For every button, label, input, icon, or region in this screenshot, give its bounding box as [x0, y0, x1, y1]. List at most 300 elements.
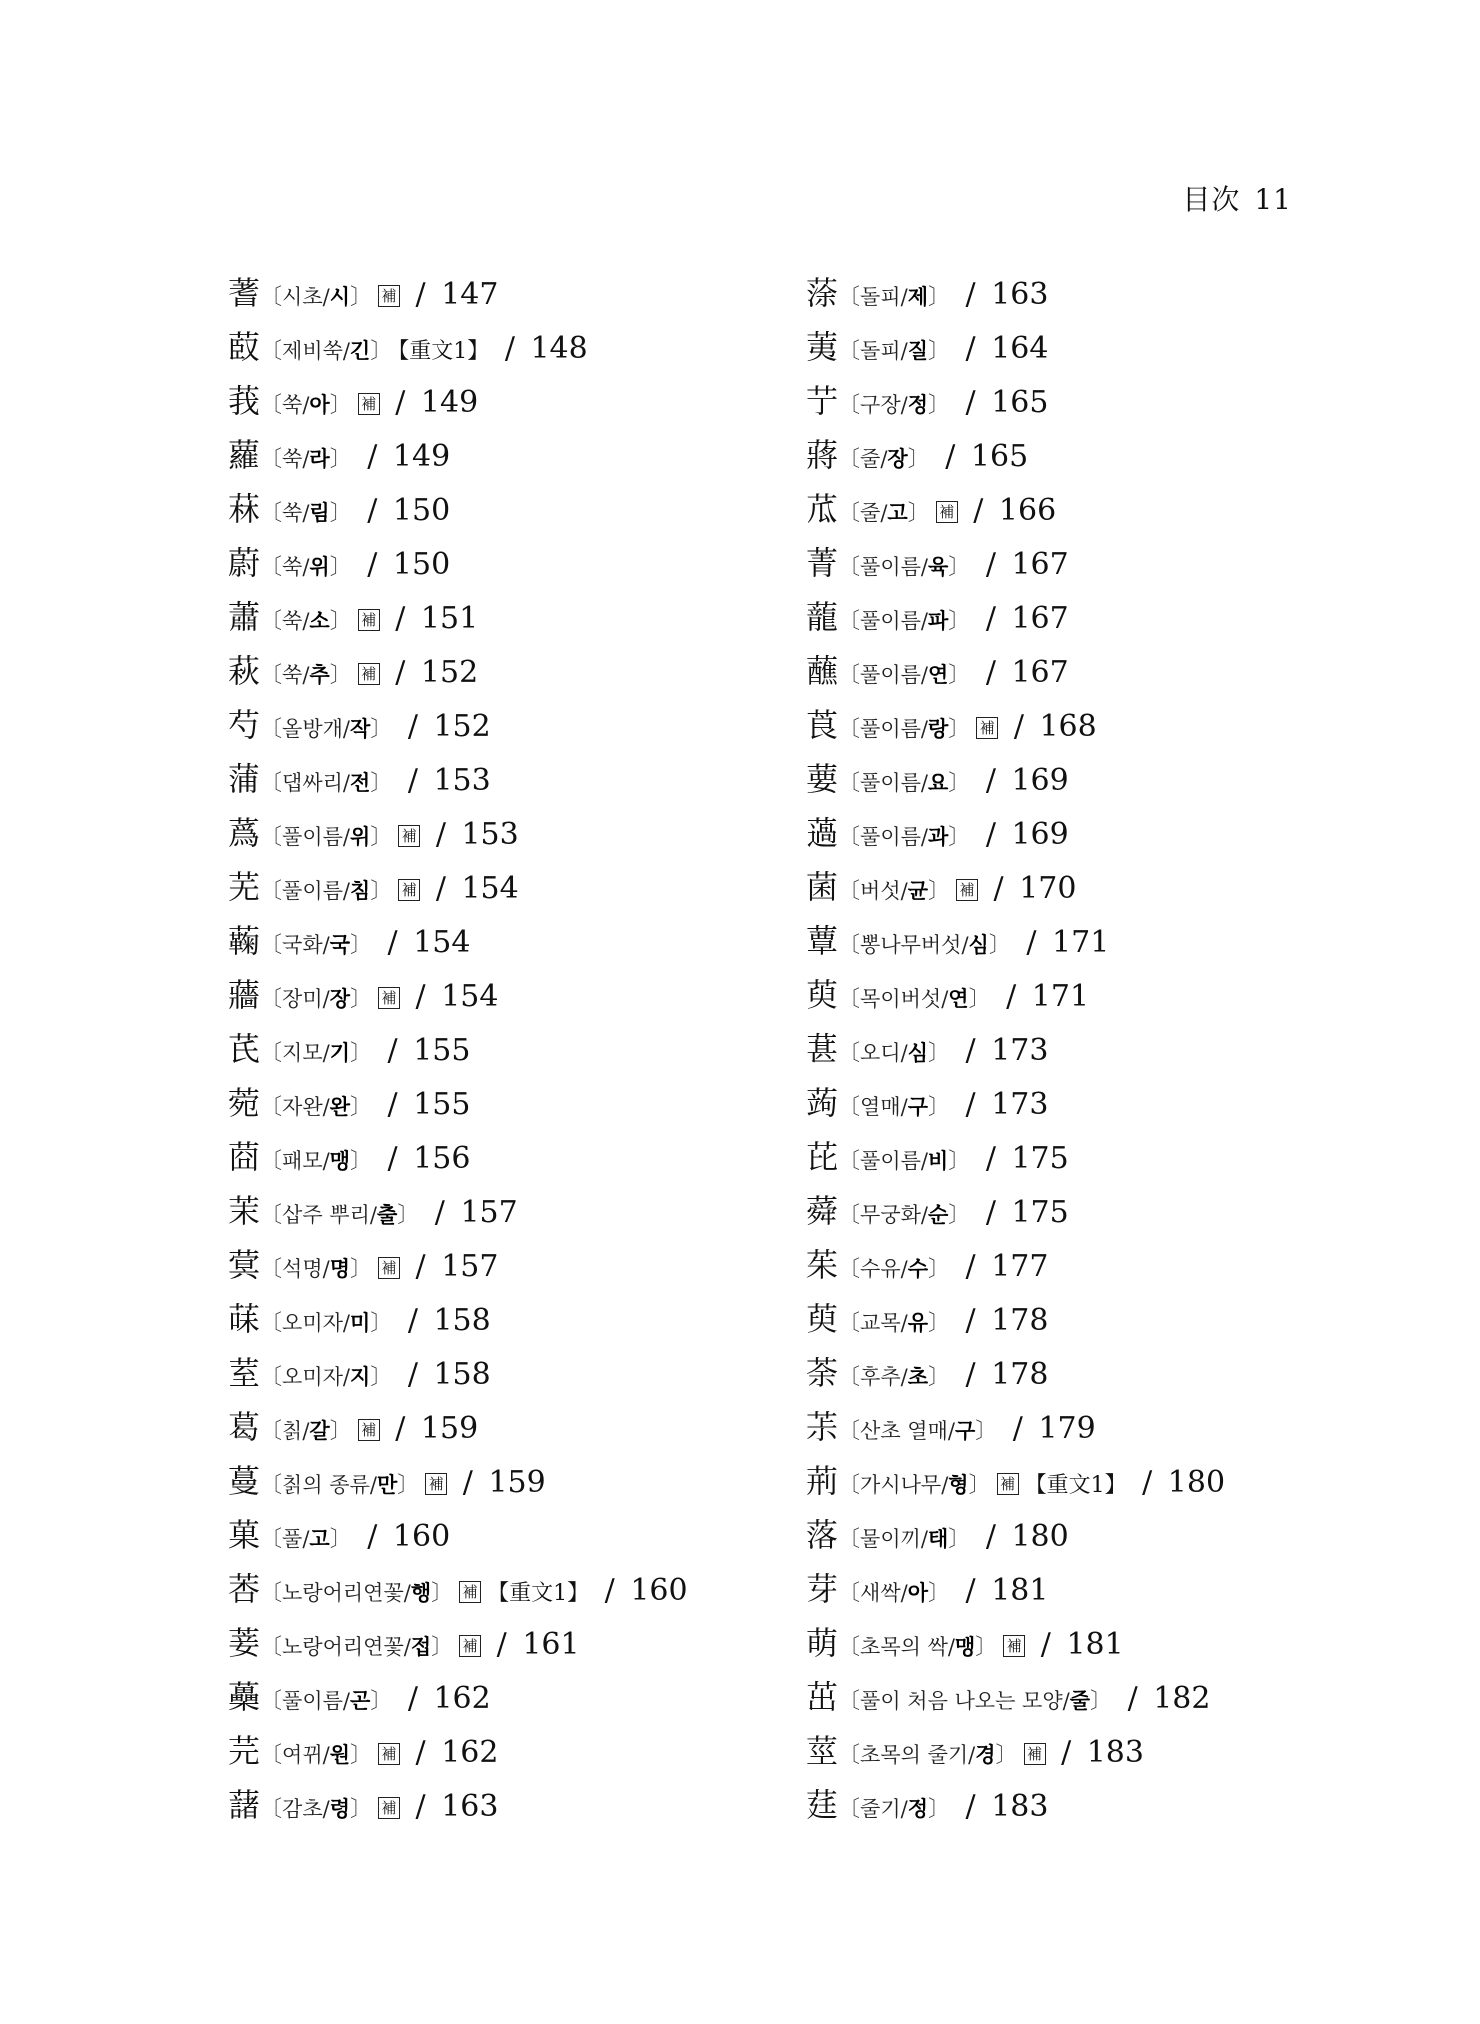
supplement-mark: 補 [1024, 1743, 1046, 1765]
index-entry: 蘿〔쑥/라〕 / 149 [228, 436, 451, 474]
entry-gloss: 〔물이끼/태〕 [838, 1526, 971, 1552]
index-entry: 藷〔감초/령〕 補 / 163 [228, 1786, 499, 1824]
entry-sound: 전 [349, 770, 371, 795]
entry-page-number: 147 [441, 277, 499, 312]
entry-meaning: 줄 [860, 501, 881, 525]
entry-sound: 연 [948, 986, 969, 1011]
entry-meaning: 감초 [282, 1797, 323, 1821]
entry-gloss: 〔올방개/작〕 [260, 716, 393, 742]
variant-note: 【重文1】 [1024, 1473, 1127, 1498]
entry-gloss: 〔삽주 뿌리/출〕 [260, 1202, 420, 1228]
entry-page-number: 183 [991, 1789, 1049, 1824]
entry-meaning: 오디 [860, 1041, 901, 1065]
entry-page-number: 150 [392, 547, 451, 582]
entry-page-number: 162 [441, 1735, 499, 1770]
entry-gloss: 〔쑥/아〕 [260, 392, 352, 418]
entry-sound: 침 [349, 878, 371, 903]
index-entry: 莖〔초목의 줄기/경〕 補 / 183 [806, 1732, 1144, 1770]
index-entry: 莕〔노랑어리연꽃/행〕 補 【重文1】 / 160 [228, 1570, 688, 1608]
supplement-mark: 補 [378, 1743, 400, 1765]
entry-gloss: 〔버섯/균〕 [838, 878, 950, 904]
index-entry: 蕣〔무궁화/순〕 / 175 [806, 1192, 1069, 1230]
index-entry: 莨〔풀이름/랑〕 補 / 168 [806, 706, 1097, 744]
entry-meaning: 쑥 [282, 501, 303, 525]
entry-meaning: 국화 [282, 933, 323, 957]
index-entry: 菁〔풀이름/육〕 / 167 [806, 544, 1069, 582]
supplement-mark: 補 [398, 879, 420, 901]
entry-character: 葚 [806, 1030, 839, 1068]
entry-meaning: 쑥 [282, 609, 303, 633]
entry-sound: 수 [907, 1256, 928, 1281]
entry-meaning: 풀이름 [860, 1149, 921, 1173]
entry-meaning: 칡 [282, 1419, 303, 1443]
supplement-mark: 補 [378, 1257, 400, 1279]
entry-character: 菻 [228, 490, 261, 528]
entry-page-number: 163 [991, 277, 1049, 312]
entry-page-number: 148 [530, 331, 588, 366]
entry-gloss: 〔쑥/위〕 [260, 554, 352, 580]
index-entry: 荼〔후추/초〕 / 178 [806, 1354, 1049, 1392]
entry-meaning: 제비쑥 [282, 339, 343, 363]
entry-character: 蕭 [228, 598, 261, 636]
entry-sound: 장 [887, 446, 908, 471]
entry-sound: 장 [329, 986, 350, 1011]
entry-character: 蔣 [806, 436, 839, 474]
entry-character: 菣 [228, 328, 261, 366]
index-entry: 菌〔버섯/균〕 補 / 170 [806, 868, 1077, 906]
entry-character: 蒲 [228, 760, 261, 798]
supplement-mark: 補 [358, 609, 380, 631]
entry-meaning: 자완 [282, 1095, 323, 1119]
entry-gloss: 〔줄/고〕 [838, 500, 930, 526]
entry-sound: 구 [954, 1418, 976, 1443]
entry-gloss: 〔칡의 종류/만〕 [260, 1472, 420, 1498]
entry-gloss: 〔지모/기〕 [260, 1040, 372, 1066]
index-entry: 荎〔오미자/지〕 / 158 [228, 1354, 491, 1392]
entry-character: 蕣 [806, 1192, 839, 1230]
entry-character: 萸 [806, 1300, 839, 1338]
entry-gloss: 〔열매/구〕 [838, 1094, 950, 1120]
entry-gloss: 〔자완/완〕 [260, 1094, 372, 1120]
entry-page-number: 160 [392, 1519, 451, 1554]
entry-meaning: 돌피 [860, 339, 901, 363]
entry-gloss: 〔쑥/라〕 [260, 446, 352, 472]
entry-sound: 형 [948, 1472, 969, 1497]
entry-character: 蘠 [228, 976, 261, 1014]
entry-page-number: 154 [441, 979, 499, 1014]
entry-sound: 미 [349, 1310, 371, 1335]
entry-page-number: 165 [970, 439, 1029, 474]
entry-page-number: 159 [420, 1411, 479, 1446]
entry-gloss: 〔댑싸리/전〕 [260, 770, 393, 796]
entry-character: 艼 [806, 382, 839, 420]
entry-sound: 기 [329, 1040, 350, 1065]
entry-sound: 초 [907, 1364, 928, 1389]
supplement-mark: 補 [378, 987, 400, 1009]
entry-meaning: 풀이름 [860, 717, 921, 741]
index-entry: 蘜〔국화/국〕 / 154 [228, 922, 471, 960]
entry-gloss: 〔감초/령〕 [260, 1796, 372, 1822]
entry-character: 葽 [806, 760, 839, 798]
entry-meaning: 올방개 [282, 717, 343, 741]
entry-gloss: 〔줄/장〕 [838, 446, 930, 472]
entry-sound: 제 [907, 284, 928, 309]
entry-gloss: 〔시초/시〕 [260, 284, 372, 310]
entry-meaning: 뽕나무버섯 [860, 933, 962, 957]
entry-sound: 위 [309, 554, 330, 579]
entry-meaning: 장미 [282, 987, 323, 1011]
entry-meaning: 후추 [860, 1365, 901, 1389]
entry-character: 芽 [806, 1570, 839, 1608]
entry-character: 菀 [228, 1084, 261, 1122]
entry-page-number: 150 [392, 493, 451, 528]
entry-character: 莛 [806, 1786, 839, 1824]
entry-sound: 순 [927, 1202, 949, 1227]
entry-character: 荊 [806, 1462, 839, 1500]
index-entry: 葛〔칡/갈〕 補 / 159 [228, 1408, 479, 1446]
entry-character: 萌 [806, 1624, 839, 1662]
entry-character: 蘜 [228, 922, 261, 960]
supplement-mark: 補 [459, 1635, 481, 1657]
entry-meaning: 댑싸리 [282, 771, 343, 795]
entry-page-number: 183 [1086, 1735, 1144, 1770]
entry-sound: 정 [907, 1796, 928, 1821]
entry-meaning: 풀이름 [860, 609, 921, 633]
entry-meaning: 초목의 싹 [860, 1635, 948, 1659]
entry-gloss: 〔풀이름/곤〕 [260, 1688, 393, 1714]
entry-page-number: 149 [420, 385, 479, 420]
entry-meaning: 풀이름 [860, 825, 921, 849]
entry-page-number: 179 [1038, 1411, 1096, 1446]
entry-meaning: 줄기 [860, 1797, 901, 1821]
entry-sound: 시 [329, 284, 350, 309]
entry-page-number: 162 [433, 1681, 491, 1716]
index-entry: 菨〔노랑어리연꽃/접〕 補 / 161 [228, 1624, 580, 1662]
entry-character: 茱 [806, 1246, 839, 1284]
entry-gloss: 〔가시나무/형〕 [838, 1472, 991, 1498]
entry-character: 落 [806, 1516, 839, 1554]
index-entry: 荊〔가시나무/형〕 補 【重文1】 / 180 [806, 1462, 1226, 1500]
entry-gloss: 〔칡/갈〕 [260, 1418, 352, 1444]
entry-gloss: 〔국화/국〕 [260, 932, 372, 958]
supplement-mark: 補 [378, 1797, 400, 1819]
entry-meaning: 줄 [860, 447, 881, 471]
entry-meaning: 오미자 [282, 1311, 343, 1335]
entry-sound: 아 [309, 392, 330, 417]
entry-page-number: 153 [433, 763, 491, 798]
entry-character: 莔 [228, 1138, 261, 1176]
index-entry: 蕈〔뽕나무버섯/심〕 / 171 [806, 922, 1110, 960]
index-entry: 苽〔줄/고〕 補 / 166 [806, 490, 1057, 528]
entry-meaning: 오미자 [282, 1365, 343, 1389]
index-entry: 蒟〔열매/구〕 / 173 [806, 1084, 1049, 1122]
entry-meaning: 삽주 뿌리 [282, 1203, 370, 1227]
entry-meaning: 무궁화 [860, 1203, 921, 1227]
index-entry: 葽〔풀이름/요〕 / 169 [806, 760, 1069, 798]
entry-sound: 림 [309, 500, 330, 525]
entry-page-number: 153 [461, 817, 519, 852]
entry-meaning: 목이버섯 [860, 987, 942, 1011]
variant-note: 【重文1】 [398, 339, 490, 364]
entry-gloss: 〔돌피/질〕 [838, 338, 950, 364]
entry-sound: 지 [349, 1364, 371, 1389]
entry-gloss: 〔초목의 줄기/경〕 [838, 1742, 1018, 1768]
index-entry: 菋〔오미자/미〕 / 158 [228, 1300, 491, 1338]
entry-page-number: 163 [441, 1789, 499, 1824]
entry-page-number: 166 [998, 493, 1057, 528]
entry-character: 芘 [806, 1138, 839, 1176]
entry-character: 蓂 [228, 1246, 261, 1284]
entry-sound: 유 [907, 1310, 928, 1335]
entry-gloss: 〔장미/장〕 [260, 986, 372, 1012]
entry-page-number: 182 [1153, 1681, 1211, 1716]
entry-character: 荑 [806, 328, 839, 366]
entry-gloss: 〔여뀌/원〕 [260, 1742, 372, 1768]
index-column-left [228, 266, 828, 1832]
entry-page-number: 178 [991, 1303, 1049, 1338]
entry-sound: 만 [376, 1472, 398, 1497]
entry-character: 萩 [228, 652, 261, 690]
index-column-right [806, 266, 1406, 1832]
entry-page-number: 160 [630, 1573, 688, 1608]
entry-character: 蒤 [806, 274, 839, 312]
entry-sound: 작 [349, 716, 371, 741]
entry-page-number: 168 [1039, 709, 1097, 744]
entry-sound: 령 [329, 1796, 350, 1821]
entry-page-number: 169 [1011, 763, 1069, 798]
entry-gloss: 〔풀이름/침〕 [260, 878, 393, 904]
entry-gloss: 〔풀이름/비〕 [838, 1148, 971, 1174]
entry-page-number: 152 [433, 709, 491, 744]
entry-meaning: 풀이름 [282, 1689, 343, 1713]
entry-page-number: 155 [413, 1087, 471, 1122]
entry-meaning: 풀이름 [860, 663, 921, 687]
entry-page-number: 155 [413, 1033, 471, 1068]
entry-page-number: 181 [1066, 1627, 1124, 1662]
entry-page-number: 170 [1019, 871, 1077, 906]
entry-meaning: 풀이름 [282, 825, 343, 849]
entry-meaning: 새싹 [860, 1581, 901, 1605]
entry-sound: 정 [907, 392, 928, 417]
entry-meaning: 지모 [282, 1041, 323, 1065]
entry-character: 藷 [228, 1786, 261, 1824]
index-entry: 艼〔구장/정〕 / 165 [806, 382, 1049, 420]
entry-character: 芪 [228, 1030, 261, 1068]
entry-meaning: 패모 [282, 1149, 323, 1173]
entry-meaning: 풀이름 [860, 771, 921, 795]
entry-sound: 질 [907, 338, 928, 363]
entry-page-number: 178 [991, 1357, 1049, 1392]
entry-meaning: 여뀌 [282, 1743, 323, 1767]
entry-gloss: 〔풀이름/파〕 [838, 608, 971, 634]
entry-meaning: 산초 열매 [860, 1419, 948, 1443]
entry-gloss: 〔목이버섯/연〕 [838, 986, 991, 1012]
entry-sound: 과 [927, 824, 949, 849]
entry-gloss: 〔구장/정〕 [838, 392, 950, 418]
entry-meaning: 풀이름 [860, 555, 921, 579]
entry-sound: 라 [309, 446, 330, 471]
entry-sound: 파 [927, 608, 949, 633]
entry-page-number: 167 [1011, 547, 1069, 582]
entry-page-number: 181 [991, 1573, 1049, 1608]
supplement-mark: 補 [956, 879, 978, 901]
entry-character: 蔓 [228, 1462, 261, 1500]
index-entry: 芜〔풀이름/침〕 補 / 154 [228, 868, 519, 906]
entry-gloss: 〔산초 열매/구〕 [838, 1418, 998, 1444]
entry-character: 菓 [228, 1516, 261, 1554]
entry-meaning: 교목 [860, 1311, 901, 1335]
entry-character: 葛 [228, 1408, 261, 1446]
entry-page-number: 149 [392, 439, 451, 474]
index-entry: 莪〔쑥/아〕 補 / 149 [228, 382, 479, 420]
entry-character: 蓍 [228, 274, 261, 312]
entry-character: 蒟 [806, 1084, 839, 1122]
entry-character: 苽 [806, 490, 839, 528]
entry-page-number: 175 [1011, 1195, 1069, 1230]
entry-sound: 연 [927, 662, 949, 687]
index-entry: 葚〔오디/심〕 / 173 [806, 1030, 1049, 1068]
entry-page-number: 156 [413, 1141, 471, 1176]
entry-page-number: 158 [433, 1357, 491, 1392]
entry-meaning: 노랑어리연꽃 [282, 1581, 404, 1605]
entry-sound: 아 [907, 1580, 928, 1605]
entry-sound: 심 [907, 1040, 928, 1065]
entry-meaning: 풀이 처음 나오는 모양 [860, 1689, 1063, 1713]
entry-sound: 요 [927, 770, 949, 795]
entry-sound: 비 [927, 1148, 949, 1173]
index-entry: 薖〔풀이름/과〕 / 169 [806, 814, 1069, 852]
entry-sound: 고 [309, 1526, 330, 1551]
entry-page-number: 154 [413, 925, 471, 960]
entry-sound: 위 [349, 824, 371, 849]
page-header [1182, 178, 1292, 218]
index-entry: 菓〔풀/고〕 / 160 [228, 1516, 451, 1554]
entry-character: 菌 [806, 868, 839, 906]
entry-page-number: 164 [991, 331, 1049, 366]
entry-page-number: 157 [460, 1195, 518, 1230]
entry-meaning: 가시나무 [860, 1473, 942, 1497]
index-entry: 蒲〔댑싸리/전〕 / 153 [228, 760, 491, 798]
entry-sound: 균 [907, 878, 928, 903]
entry-gloss: 〔쑥/소〕 [260, 608, 352, 634]
supplement-mark: 補 [358, 1419, 380, 1441]
entry-meaning: 칡의 종류 [282, 1473, 370, 1497]
entry-sound: 경 [975, 1742, 996, 1767]
entry-gloss: 〔쑥/림〕 [260, 500, 352, 526]
entry-gloss: 〔무궁화/순〕 [838, 1202, 971, 1228]
entry-meaning: 시초 [282, 285, 323, 309]
index-entry: 菻〔쑥/림〕 / 150 [228, 490, 451, 528]
supplement-mark: 補 [398, 825, 420, 847]
entry-meaning: 풀 [282, 1527, 303, 1551]
entry-gloss: 〔오디/심〕 [838, 1040, 950, 1066]
entry-character: 莕 [228, 1570, 261, 1608]
entry-character: 蔚 [228, 544, 261, 582]
entry-page-number: 159 [488, 1465, 546, 1500]
entry-page-number: 173 [991, 1087, 1049, 1122]
entry-gloss: 〔석명/명〕 [260, 1256, 372, 1282]
index-entry: 蘽〔풀이름/곤〕 / 162 [228, 1678, 491, 1716]
entry-meaning: 수유 [860, 1257, 901, 1281]
index-entry: 蔓〔칡의 종류/만〕 補 / 159 [228, 1462, 546, 1500]
entry-meaning: 쑥 [282, 393, 303, 417]
entry-sound: 갈 [309, 1418, 330, 1443]
entry-gloss: 〔패모/맹〕 [260, 1148, 372, 1174]
supplement-mark: 補 [1003, 1635, 1025, 1657]
index-entry: 茱〔수유/수〕 / 177 [806, 1246, 1049, 1284]
entry-gloss: 〔제비쑥/긴〕 [260, 338, 393, 364]
entry-page-number: 180 [1167, 1465, 1226, 1500]
entry-character: 莪 [228, 382, 261, 420]
entry-gloss: 〔오미자/미〕 [260, 1310, 393, 1336]
entry-gloss: 〔풀이름/랑〕 [838, 716, 971, 742]
entry-gloss: 〔노랑어리연꽃/접〕 [260, 1634, 454, 1660]
entry-page-number: 161 [522, 1627, 580, 1662]
entry-page-number: 173 [991, 1033, 1049, 1068]
entry-sound: 명 [329, 1256, 350, 1281]
entry-gloss: 〔수유/수〕 [838, 1256, 950, 1282]
entry-meaning: 쑥 [282, 663, 303, 687]
entry-sound: 행 [410, 1580, 432, 1605]
entry-sound: 구 [907, 1094, 928, 1119]
entry-sound: 곤 [349, 1688, 371, 1713]
entry-page-number: 169 [1011, 817, 1069, 852]
header-page-number: 11 [1254, 183, 1292, 216]
index-entry: 蔣〔줄/장〕 / 165 [806, 436, 1029, 474]
entry-meaning: 풀이름 [282, 879, 343, 903]
supplement-mark: 補 [358, 393, 380, 415]
supplement-mark: 補 [358, 663, 380, 685]
entry-character: 茮 [806, 1408, 839, 1446]
entry-character: 蔿 [228, 814, 261, 852]
entry-page-number: 151 [420, 601, 479, 636]
index-entry: 芫〔여뀌/원〕 補 / 162 [228, 1732, 499, 1770]
entry-sound: 접 [410, 1634, 432, 1659]
entry-gloss: 〔줄기/정〕 [838, 1796, 950, 1822]
entry-gloss: 〔교목/유〕 [838, 1310, 950, 1336]
entry-meaning: 쑥 [282, 447, 303, 471]
index-entry: 芘〔풀이름/비〕 / 175 [806, 1138, 1069, 1176]
entry-meaning: 쑥 [282, 555, 303, 579]
entry-gloss: 〔뽕나무버섯/심〕 [838, 932, 1011, 958]
index-entry: 芍〔올방개/작〕 / 152 [228, 706, 491, 744]
entry-sound: 태 [927, 1526, 949, 1551]
entry-character: 芫 [228, 1732, 261, 1770]
supplement-mark: 補 [976, 717, 998, 739]
index-entry: 菣〔제비쑥/긴〕 【重文1】 / 148 [228, 328, 588, 366]
index-entry: 蓂〔석명/명〕 補 / 157 [228, 1246, 499, 1284]
entry-character: 芍 [228, 706, 261, 744]
variant-note: 【重文1】 [487, 1581, 590, 1606]
entry-character: 薖 [806, 814, 839, 852]
entry-gloss: 〔초목의 싹/맹〕 [838, 1634, 998, 1660]
entry-gloss: 〔노랑어리연꽃/행〕 [260, 1580, 454, 1606]
entry-character: 莖 [806, 1732, 839, 1770]
entry-character: 菨 [228, 1624, 261, 1662]
entry-sound: 소 [309, 608, 330, 633]
index-entry: 萸〔목이버섯/연〕 / 171 [806, 976, 1090, 1014]
entry-gloss: 〔풀이름/연〕 [838, 662, 971, 688]
index-entry: 蔚〔쑥/위〕 / 150 [228, 544, 451, 582]
entry-sound: 고 [887, 500, 908, 525]
index-entry: 茁〔풀이 처음 나오는 모양/줄〕 / 182 [806, 1678, 1211, 1716]
entry-page-number: 171 [1031, 979, 1090, 1014]
entry-sound: 완 [329, 1094, 350, 1119]
entry-sound: 출 [376, 1202, 398, 1227]
entry-gloss: 〔풀이름/요〕 [838, 770, 971, 796]
entry-sound: 심 [968, 932, 989, 957]
entry-character: 蘽 [228, 1678, 261, 1716]
